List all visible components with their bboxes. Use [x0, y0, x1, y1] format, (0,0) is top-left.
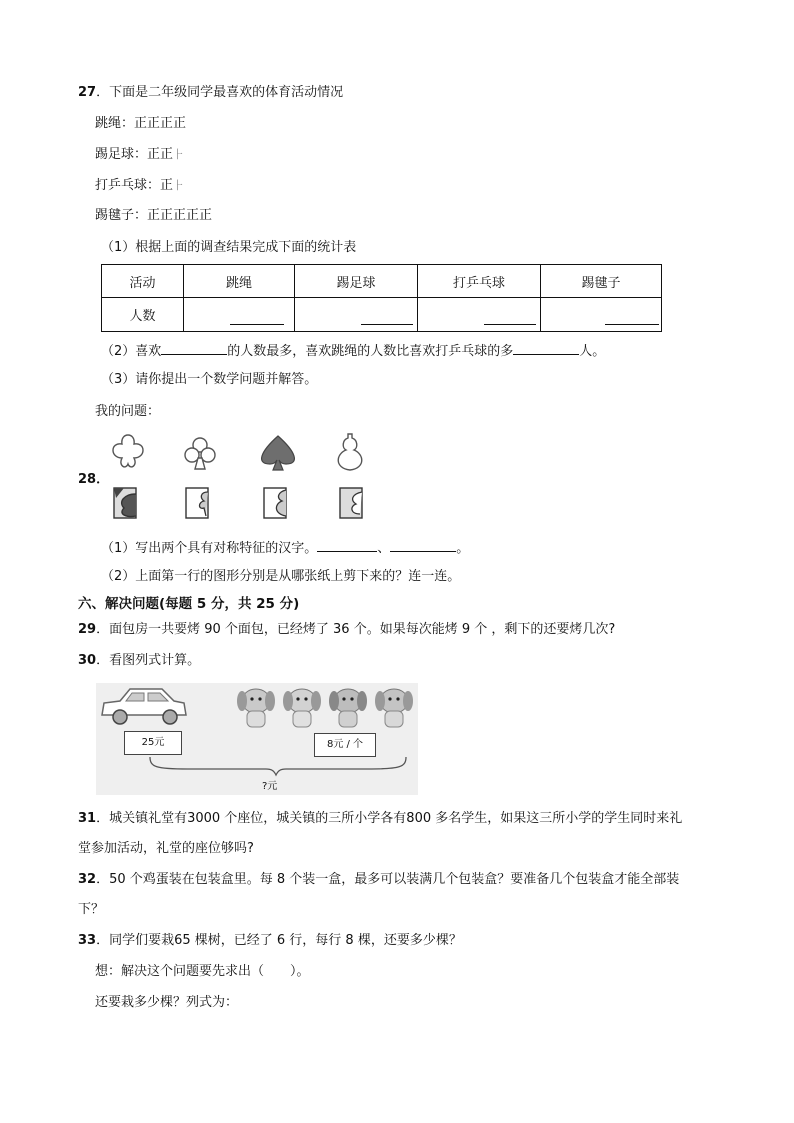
toy-dogs-icon — [234, 685, 418, 731]
tally-label: 踢足球： — [95, 147, 148, 162]
section-heading: 六、解决问题(每题 5 分，共 25 分) — [78, 596, 300, 612]
q28-part1 — [101, 538, 469, 558]
q28-number: 28． — [78, 472, 110, 487]
q32-number: 32 — [78, 872, 97, 887]
q27-number: 27 — [78, 85, 97, 100]
answer-cell[interactable] — [184, 298, 295, 332]
folded-paper-gourd-icon — [264, 488, 286, 518]
club-shape-icon — [185, 438, 215, 469]
dog-price-tag — [314, 733, 376, 757]
q28-part1-text: 。 — [456, 541, 470, 556]
total-label: ?元 — [262, 781, 278, 792]
table-header-row — [102, 265, 662, 298]
q33-number: 33 — [78, 933, 97, 948]
tally-row-shuttlecock — [95, 207, 212, 225]
tally-row-football — [95, 146, 184, 164]
q28-part1-text: 、 — [377, 541, 391, 556]
table-header-cell: 活动 — [102, 265, 184, 298]
table-header-cell: 踢足球 — [295, 265, 418, 298]
q27-part2-text: 的人数最多，喜欢跳绳的人数比喜欢打乒乓球的多 — [227, 344, 514, 359]
q29-text: ．面包房一共要烤 90 个面包，已经烤了 36 个。如果每次能烤 9 个 ，剩下的还要烤几次? — [96, 622, 616, 637]
my-question-label: 我的问题： — [95, 404, 161, 419]
tally-marks: 正正 — [147, 147, 174, 162]
partial-tally-icon: ⺊ — [173, 179, 185, 192]
q31-line1 — [78, 810, 682, 828]
gourd-shape-icon — [338, 434, 362, 470]
tally-row-jump-rope — [95, 115, 186, 133]
tally-marks: 正正正正正 — [147, 208, 213, 223]
q30-text: ．看图列式计算。 — [96, 653, 201, 668]
q33-think: 想：解决这个问题要先求出（ ）。 — [95, 964, 310, 979]
spade-shape-icon — [262, 436, 295, 470]
folded-paper-spade-icon — [340, 488, 362, 518]
q28-part2: （2）上面第一行的图形分别是从哪张纸上剪下来的？连一连。 — [101, 569, 461, 584]
q32-line1 — [78, 871, 679, 889]
q27-title-text: ．下面是二年级同学最喜欢的体育活动情况 — [96, 85, 344, 100]
q27-part2-text: 人。 — [579, 344, 606, 359]
q30-picture — [96, 683, 418, 795]
answer-blank[interactable] — [317, 538, 377, 552]
table-header-cell: 踢毽子 — [541, 265, 662, 298]
q33-ask: 还要栽多少棵？列式为： — [95, 995, 239, 1010]
toy-car-icon — [98, 685, 188, 727]
answer-blank[interactable] — [390, 538, 456, 552]
total-brace — [148, 755, 408, 777]
cloud-shape-icon — [113, 435, 143, 467]
car-price-label: 25元 — [141, 737, 165, 748]
tally-marks: 正正正正 — [134, 116, 187, 131]
q33 — [78, 932, 462, 950]
answer-blank[interactable] — [161, 341, 227, 355]
tally-label: 踢毽子： — [95, 208, 148, 223]
q30-number: 30 — [78, 653, 97, 668]
tally-label: 打乒乓球： — [95, 178, 161, 193]
symmetric-shapes-figure — [100, 430, 380, 530]
q28-part1-text: （1）写出两个具有对称特征的汉字。 — [101, 541, 318, 556]
tally-label: 跳绳： — [95, 116, 135, 131]
folded-paper-club-icon — [186, 488, 208, 518]
answer-blank[interactable] — [513, 341, 579, 355]
dog-price-label: 8元 / 个 — [326, 739, 364, 750]
partial-tally-icon: ⺊ — [173, 148, 185, 161]
q31-line2: 堂参加活动，礼堂的座位够吗? — [78, 841, 254, 856]
q27-part3: （3）请你提出一个数学问题并解答。 — [101, 372, 318, 387]
table-row-label: 人数 — [102, 298, 184, 332]
q29-number: 29 — [78, 622, 97, 637]
folded-paper-cloud-icon — [114, 488, 136, 518]
table-header-cell: 跳绳 — [184, 265, 295, 298]
q30 — [78, 652, 200, 670]
tally-row-pingpong — [95, 177, 184, 195]
tally-marks: 正 — [160, 178, 174, 193]
q33-text: ．同学们要栽65 棵树，已经了 6 行，每行 8 棵，还要多少棵？ — [96, 933, 462, 948]
table-row — [102, 298, 662, 332]
q27-part2 — [101, 341, 605, 361]
answer-cell[interactable] — [418, 298, 541, 332]
q27-part1: （1）根据上面的调查结果完成下面的统计表 — [101, 240, 357, 255]
q27-title — [78, 84, 343, 102]
answer-cell[interactable] — [541, 298, 662, 332]
answer-cell[interactable] — [295, 298, 418, 332]
car-price-tag — [124, 731, 182, 755]
table-header-cell: 打乒乓球 — [418, 265, 541, 298]
q32-text: ．50 个鸡蛋装在包装盒里。每 8 个装一盒，最多可以装满几个包装盒？要准备几个包装盒才能全部装 — [96, 872, 680, 887]
q29 — [78, 621, 615, 639]
q31-text: ．城关镇礼堂有3000 个座位，城关镇的三所小学各有800 多名学生，如果这三所小学的学生同时来礼 — [96, 811, 683, 826]
q32-line2: 下？ — [78, 902, 105, 917]
q31-number: 31 — [78, 811, 97, 826]
q27-part2-text: （2）喜欢 — [101, 344, 162, 359]
statistics-table — [101, 264, 662, 332]
